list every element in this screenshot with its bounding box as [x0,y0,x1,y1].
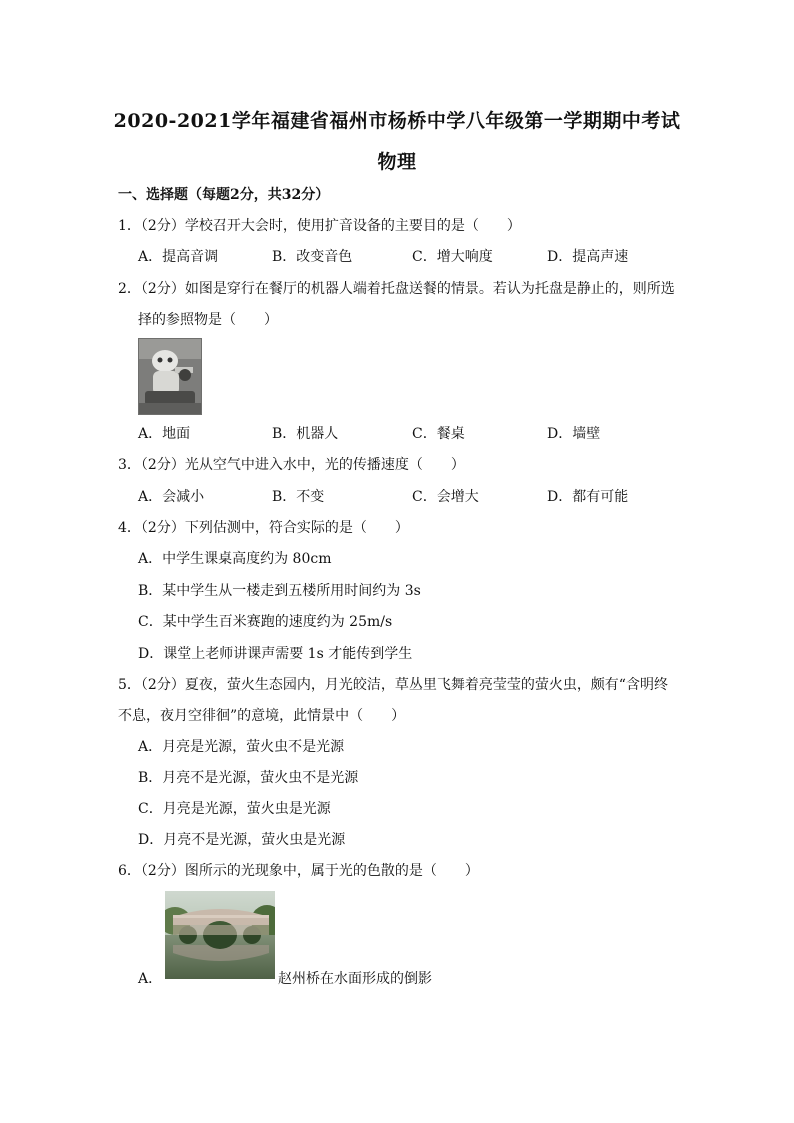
question-6-option-a-caption: 赵州桥在水面形成的倒影 [278,971,432,987]
question-3-option-c: C．会增大 [412,489,479,505]
question-2-option-a: A．地面 [138,426,191,442]
robot-waiter-illustration [139,339,201,414]
bridge-reflection-illustration [165,891,275,979]
question-4-option-d: D．课堂上老师讲课声需要 1s 才能传到学生 [138,646,413,662]
question-6-option-a-label: A． [138,971,163,987]
question-1-option-d: D．提高声速 [547,249,629,265]
question-2-option-b: B．机器人 [272,426,339,442]
robot-waiter-photo [138,338,202,415]
question-2-option-d: D．墙壁 [547,426,601,442]
section-heading: 一、选择题（每题2分，共32分） [118,187,330,203]
question-5-option-d: D．月亮不是光源，萤火虫是光源 [138,832,346,848]
question-1-option-a: A．提高音调 [138,249,219,265]
question-5-stem-line-2: 不息，夜月空徘徊”的意境，此情景中（ ） [118,708,406,724]
question-3-option-a: A．会减小 [138,489,205,505]
question-5-option-c: C．月亮是光源，萤火虫是光源 [138,801,331,817]
question-1-option-b: B．改变音色 [272,249,353,265]
question-2-stem-line-2: 择的参照物是（ ） [138,312,278,328]
question-3-option-d: D．都有可能 [547,489,629,505]
question-2-stem-line-1: 2．（2分）如图是穿行在餐厅的机器人端着托盘送餐的情景。若认为托盘是静止的，则所选 [118,281,675,297]
question-5-stem-line-1: 5．（2分）夏夜，萤火生态园内，月光皎洁，草丛里飞舞着亮莹莹的萤火虫，颇有“含明终 [118,677,668,693]
bridge-reflection-photo [165,891,275,979]
question-5-option-a: A．月亮是光源，萤火虫不是光源 [138,739,345,755]
question-1-option-c: C．增大响度 [412,249,493,265]
question-2-option-c: C．餐桌 [412,426,465,442]
question-1-stem: 1．（2分）学校召开大会时，使用扩音设备的主要目的是（ ） [118,218,521,234]
question-6-stem: 6．（2分）图所示的光现象中，属于光的色散的是（ ） [118,863,479,879]
question-4-option-a: A．中学生课桌高度约为 80cm [138,551,332,567]
question-4-option-b: B．某中学生从一楼走到五楼所用时间约为 3s [138,583,421,599]
question-3-option-b: B．不变 [272,489,325,505]
question-3-stem: 3．（2分）光从空气中进入水中，光的传播速度（ ） [118,457,465,473]
document-title: 2020-2021学年福建省福州市杨桥中学八年级第一学期期中考试 [113,110,681,132]
question-4-option-c: C．某中学生百米赛跑的速度约为 25m/s [138,614,393,630]
question-5-option-b: B．月亮不是光源，萤火虫不是光源 [138,770,359,786]
question-4-stem: 4．（2分）下列估测中，符合实际的是（ ） [118,520,409,536]
document-subject: 物理 [377,151,417,173]
